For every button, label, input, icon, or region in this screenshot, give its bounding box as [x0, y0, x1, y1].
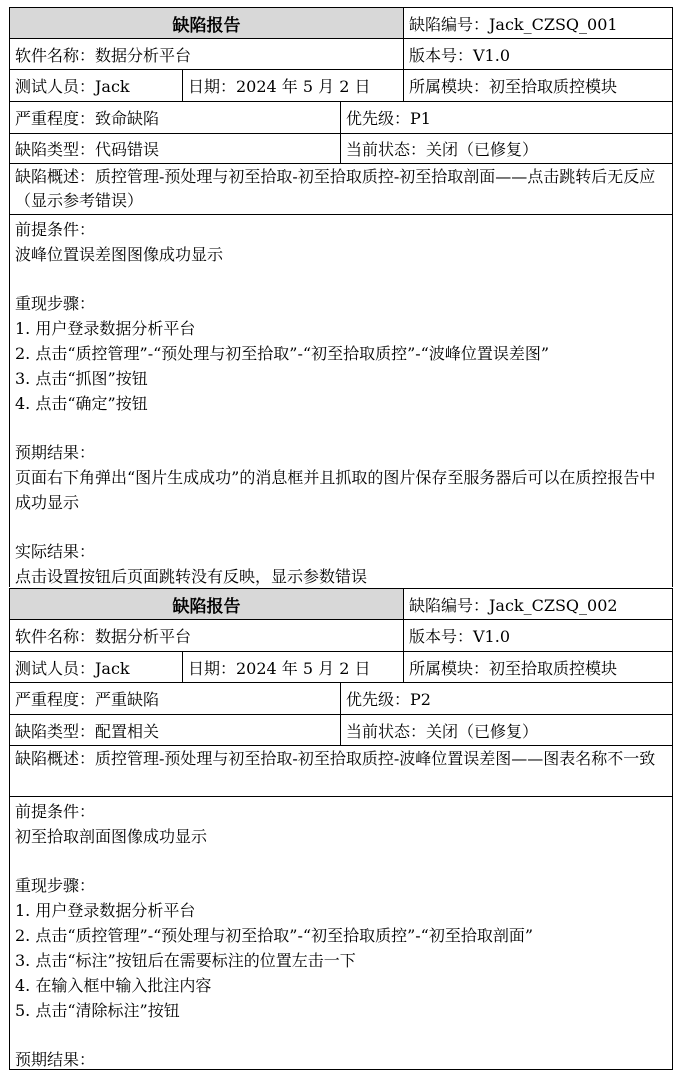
actual-label: 实际结果：: [15, 542, 96, 561]
step-item: 4. 在输入框中输入批注内容: [15, 976, 212, 995]
step-item: 2. 点击“质控管理”-“预处理与初至拾取”-“初至拾取质控”-“初至拾取剖面”: [15, 926, 534, 945]
tester-row: [10, 69, 672, 101]
software-row: [10, 619, 672, 651]
status: 当前状态：关闭（已修复）: [340, 134, 672, 163]
step-item: 1. 用户登录数据分析平台: [15, 319, 196, 338]
spacer: [15, 416, 668, 440]
priority: 优先级：P2: [340, 683, 672, 714]
step-item: 5. 点击“清除标注”按钮: [15, 1001, 180, 1020]
tester: 测试人员：Jack: [15, 77, 130, 96]
version: 版本号：V1.0: [403, 620, 672, 651]
report-header-row: [10, 7, 672, 38]
defect-details: [10, 797, 672, 1069]
step-item: 3. 点击“标注”按钮后在需要标注的位置左击一下: [15, 951, 356, 970]
tester: 测试人员：Jack: [15, 658, 130, 678]
report-title: 缺陷报告: [10, 8, 403, 38]
steps-label: 重现步骤：: [15, 876, 96, 895]
defect-summary: 缺陷概述：质控管理-预处理与初至拾取-初至拾取质控-初至拾取剖面——点击跳转后无反应（显示参考错误）: [15, 167, 656, 210]
steps-label: 重现步骤：: [15, 294, 96, 313]
expected-label: 预期结果：: [15, 1050, 96, 1069]
summary-row: [10, 745, 672, 796]
status: 当前状态：关闭（已修复）: [340, 715, 672, 745]
step-item: 3. 点击“抓图”按钮: [15, 369, 148, 388]
date: 日期：2024 年 5 月 2 日: [182, 652, 403, 682]
software-row: [10, 38, 672, 69]
tester-row: [10, 651, 672, 682]
severity: 严重程度：严重缺陷: [15, 690, 160, 709]
date: 日期：2024 年 5 月 2 日: [182, 70, 403, 101]
step-item: 4. 点击“确定”按钮: [15, 394, 148, 413]
module: 所属模块：初至拾取质控模块: [403, 70, 672, 101]
summary-row: [10, 163, 672, 214]
details-row: [10, 796, 672, 1070]
report-title: 缺陷报告: [10, 589, 403, 619]
precondition-text: 波峰位置误差图图像成功显示: [15, 245, 224, 264]
defect-type: 缺陷类型：代码错误: [15, 140, 160, 159]
version: 版本号：V1.0: [403, 39, 672, 69]
type-row: [10, 133, 672, 163]
step-item: 2. 点击“质控管理”-“预处理与初至拾取”-“初至拾取质控”-“波峰位置误差图”: [15, 344, 550, 363]
severity-row: [10, 101, 672, 133]
defect-report-1: [9, 7, 673, 587]
precondition-label: 前提条件：: [15, 220, 96, 239]
priority: 优先级：P1: [340, 102, 672, 133]
expected-label: 预期结果：: [15, 443, 96, 462]
precondition-text: 初至拾取剖面图像成功显示: [15, 827, 208, 846]
severity: 严重程度：致命缺陷: [15, 109, 160, 128]
defect-id: 缺陷编号：Jack_CZSQ_002: [403, 589, 672, 619]
spacer: [15, 267, 668, 291]
precondition-label: 前提条件：: [15, 802, 96, 821]
module: 所属模块：初至拾取质控模块: [403, 652, 672, 682]
expected-text: 页面右下角弹出“图片生成成功”的消息框并且抓取的图片保存至服务器后可以在质控报告中成功显示: [15, 468, 656, 512]
defect-details: [10, 215, 672, 587]
report-header-row: [10, 588, 672, 619]
step-item: 1. 用户登录数据分析平台: [15, 901, 196, 920]
software-name: 软件名称：数据分析平台: [15, 627, 192, 646]
defect-report-2: [9, 588, 673, 1070]
severity-row: [10, 682, 672, 714]
defect-summary: 缺陷概述：质控管理-预处理与初至拾取-初至拾取质控-波峰位置误差图——图表名称不一致: [15, 749, 656, 768]
spacer: [15, 849, 668, 873]
defect-id: 缺陷编号：Jack_CZSQ_001: [403, 8, 672, 38]
actual-text: 点击设置按钮后页面跳转没有反映，显示参数错误: [15, 567, 368, 586]
software-name: 软件名称：数据分析平台: [15, 45, 192, 65]
details-row: [10, 214, 672, 587]
spacer: [15, 515, 668, 539]
defect-type: 缺陷类型：配置相关: [15, 721, 160, 741]
spacer: [15, 1023, 668, 1047]
type-row: [10, 714, 672, 745]
